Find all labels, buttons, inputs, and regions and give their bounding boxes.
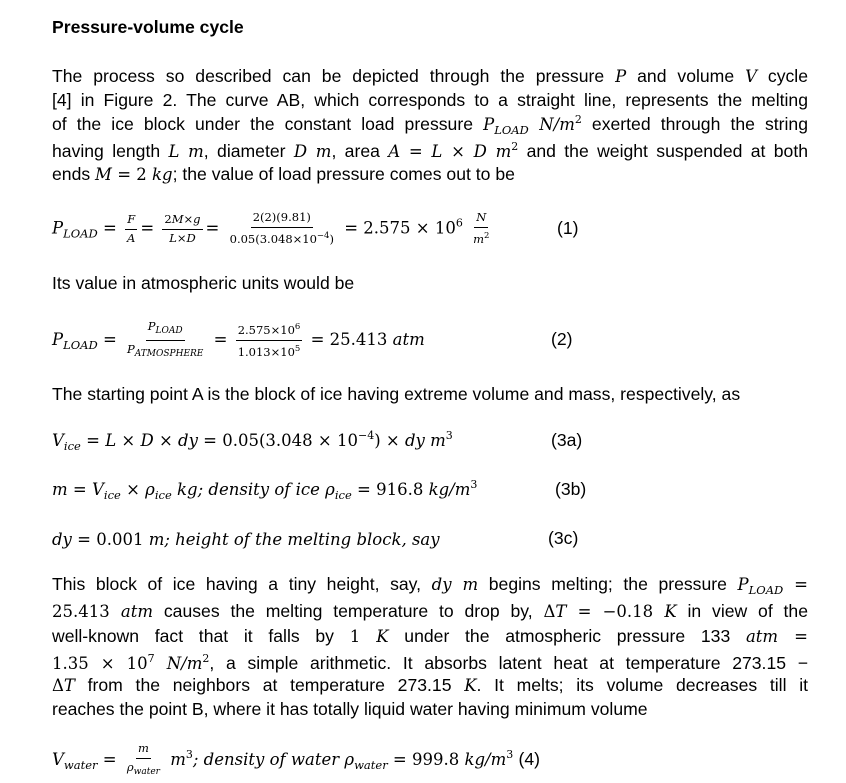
superscript: 6 [455,216,463,230]
math-run: L [169,230,177,245]
math-run: V [52,749,64,769]
math-run: K [464,676,477,695]
math-run: = [97,749,122,769]
math-run: A [388,141,401,161]
math-run: Δ [52,676,64,695]
text-run: begins melting; the pressure [478,574,738,594]
math-run: V [52,431,64,450]
denominator [228,228,336,248]
math-run: D m [293,141,332,161]
text-line [52,272,354,294]
text-line [52,625,808,648]
text-run: ends [52,164,96,184]
subscript: ice [103,488,121,502]
math-run: M [171,211,184,226]
numerator [146,319,185,341]
math-run: dy [52,530,72,549]
equation-number: (1) [557,218,579,238]
text-run: reaches the point B, where it has totally liquid water having minimum volume [52,699,648,719]
superscript: 5 [294,343,301,354]
superscript: 2 [483,231,490,241]
math-run: × [183,211,194,226]
math-run: L [431,141,443,161]
numerator [136,741,151,759]
math-run: = 25.413 [305,329,393,349]
math-run: kg/m [464,749,507,769]
equation-eq3c [52,528,440,551]
math-run: P [483,115,495,134]
superscript: 6 [294,321,301,332]
math-run: 25.413 [52,602,121,621]
text-line [52,65,808,88]
math-run: = 916.8 [351,480,429,499]
math-run: × [442,141,474,161]
math-run: K [376,627,389,646]
text-line [52,698,648,720]
math-run: M [95,165,112,184]
math-run: m; height of the melting block, say [148,530,440,549]
math-run: g [193,211,201,226]
text-line [52,163,515,186]
superscript: 3 [445,429,453,442]
text-run: . It melts; its volume decreases till it [476,675,809,695]
text-run: causes the melting temperature to drop by, [153,601,544,621]
denominator [471,228,491,248]
math-run: m [52,480,68,499]
subscript: water [354,757,388,772]
text-run: The starting point A is the block of ice having extreme volume and mass, respectively, as [52,384,741,404]
math-run: = [208,329,233,349]
denominator [125,230,137,247]
fraction [228,210,336,248]
text-line [52,573,808,601]
math-run: = [67,480,92,499]
equation-eq2 [52,319,425,362]
fraction [471,210,491,248]
math-run: m [137,740,149,755]
math-run: K [664,602,677,621]
text-run: and the weight suspended at both [518,140,808,161]
superscript: −4 [357,429,375,442]
math-run: P [52,218,64,238]
text-run: from the neighbors at temperature 273.15 [74,675,465,695]
subscript: LOAD [748,583,784,597]
text-line [52,600,808,623]
math-run: atm [120,602,154,621]
equation-eq3b [52,474,477,506]
math-run: N/m [528,115,575,134]
text-run: Its value in atmospheric units would be [52,273,355,293]
subscript: water [63,757,98,772]
math-run: A [127,230,136,245]
math-run: × [153,431,179,450]
math-run: m [170,749,186,769]
text-run: having length [52,140,169,161]
math-run: = [400,141,432,161]
math-run: D [140,431,154,450]
math-run: 2.575×10 [237,322,295,337]
math-run: 2(2)(9.81) [252,210,311,224]
subscript: LOAD [155,325,183,336]
superscript: 2 [574,113,582,126]
equation-number: (3a) [551,430,583,450]
math-run: = [80,431,106,450]
numerator [162,212,202,230]
superscript: 2 [202,651,210,665]
math-run: = [97,329,123,349]
math-run: = [140,218,160,238]
text-run: The process so described can be depicted through the pressure [52,66,616,86]
math-run: atm [392,329,425,349]
math-run: = 999.8 [387,749,465,769]
text-run: , a simple arithmetic. It absorbs latent heat at temperature 273.15 − [209,652,808,673]
fraction [125,212,137,247]
math-run: × [176,230,187,245]
subscript: ice [154,488,172,502]
math-run: T [63,676,75,695]
text-run: of the ice block under the constant load pressure [52,114,484,134]
superscript: 2 [511,139,519,153]
subscript: water [133,766,160,777]
math-run: P [52,329,64,349]
equation-number: (3c) [548,528,579,548]
math-run [155,654,167,673]
superscript: 3 [185,747,193,761]
text-run: ; the value of load pressure comes out to be [172,164,515,184]
math-run: kg; density of ice ρ [171,480,335,499]
fraction [162,212,202,247]
subscript: LOAD [63,226,98,241]
subscript: LOAD [63,337,98,352]
numerator [236,320,303,341]
text-run: cycle [756,66,808,86]
math-run: = 2.575 × 10 [338,218,456,238]
fraction [125,741,162,780]
math-run: ρ [145,480,155,499]
equation-eq4 [52,741,540,780]
subscript: LOAD [494,123,529,137]
math-run: 1.35 × 10 [52,653,148,673]
equation-eq1 [52,210,494,248]
fraction [125,319,205,362]
math-run: = [778,627,808,646]
math-run: = 2 [111,165,153,184]
math-run: N [476,210,487,224]
equation-number: (3b) [555,479,587,499]
text-line [52,89,808,111]
text-run: exerted through the string [581,114,809,134]
math-run: L m [168,141,204,161]
text-run: , area [331,140,389,161]
text-run: and volume [626,66,746,86]
math-run: = [783,575,808,594]
math-run: 1.013×10 [237,344,295,359]
numerator [125,212,137,230]
math-run: dy m [431,575,479,594]
math-run: = 0.05(3.048 × 10 [197,431,358,450]
text-run: (4) [518,748,541,769]
math-run: D m [473,141,512,161]
math-run: = 0.001 [71,530,149,549]
superscript: 7 [147,651,155,665]
text-line [52,383,740,405]
math-run: T [555,602,567,621]
superscript: 3 [470,478,478,491]
fraction [236,320,303,361]
math-run: V [745,67,757,86]
text-run: under the atmospheric pressure 133 [388,626,746,646]
denominator [167,230,198,247]
math-run: P [737,575,749,594]
math-run [463,219,468,238]
math-run: kg [152,165,173,184]
math-run: kg/m [428,480,471,499]
text-run: This block of ice having a tiny height, say, [52,574,432,594]
math-run: ; density of water ρ [192,749,355,769]
text-run: , diameter [203,140,294,161]
text-line [52,136,808,163]
math-run: = −0.18 [566,602,665,621]
math-run: F [127,211,136,226]
math-run: m [473,232,484,246]
math-run: ) × [374,431,405,450]
math-run: ) [329,232,334,246]
equation-eq3a [52,425,453,457]
math-run: atm [745,627,779,646]
numerator [251,210,313,228]
section-title: Pressure-volume cycle [52,17,244,37]
math-run: N/m [166,653,203,673]
math-run: P [147,318,156,333]
math-run: Δ [543,602,556,621]
math-run: dy m [404,431,446,450]
math-run: = [205,218,225,238]
text-run: in view of the [676,601,809,621]
subscript: ATMOSPHERE [134,348,204,359]
math-run: dy [178,431,198,450]
math-run: 2 [164,211,172,226]
subscript: ice [63,439,81,453]
math-run: = [97,218,123,238]
math-run: P [127,341,135,356]
denominator [236,341,303,361]
math-run: D [186,230,196,245]
math-run: L [105,431,117,450]
math-run: 0.05(3.048×10 [229,232,317,246]
math-run: 1 [349,627,377,646]
text-line [52,674,808,697]
math-run: ρ [126,759,134,774]
subscript: ice [334,488,352,502]
denominator [125,341,205,362]
math-run: V [91,480,104,499]
text-run: [4] in Figure 2. The curve AB, which corresponds to a straight line, represents the melting [52,90,808,110]
text-line [52,648,808,675]
denominator [125,759,162,780]
superscript: 3 [506,747,514,761]
text-run: well-known fact that it falls by [52,626,350,646]
equation-number: (2) [551,329,573,349]
math-run: P [615,67,627,86]
math-run: × [116,431,141,450]
math-run: × [120,480,146,499]
superscript: −4 [316,231,330,241]
numerator [474,210,488,228]
